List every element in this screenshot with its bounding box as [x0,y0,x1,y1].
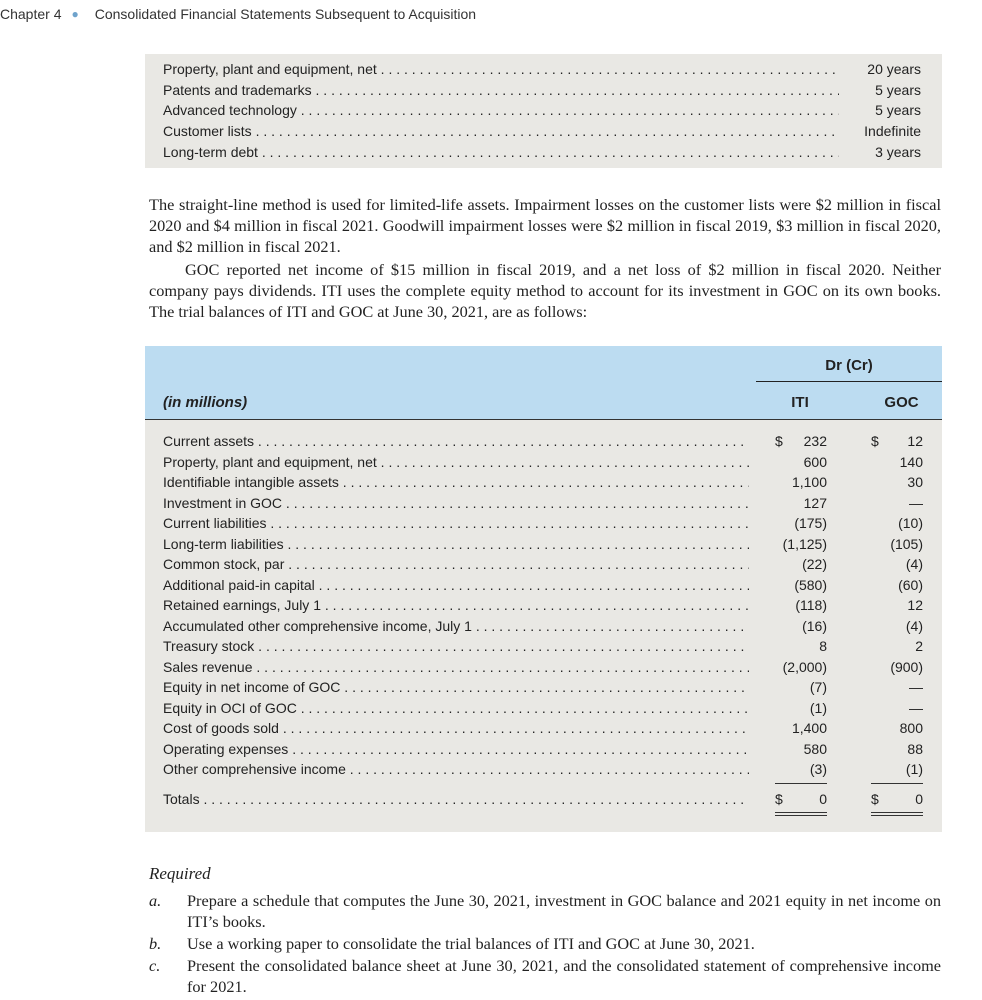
row-label: Retained earnings, July 1 . . . [163,595,749,615]
table-row [163,739,942,759]
cell-goc-value: (4) [905,617,923,634]
row-label: Sales revenue . . . [163,657,749,677]
table-row [163,493,942,513]
totals-row [163,789,942,809]
cell-goc-value: (10) [898,515,923,531]
useful-life-value: 20 years [867,61,921,77]
trial-balance-table [145,346,942,832]
cell-goc-value: 2 [915,638,923,654]
useful-life-value: Indefinite [864,123,921,139]
cell-iti-value: (118) [795,597,827,613]
useful-life-label: Advanced technology . . . [163,100,839,120]
cell-iti-value: 232 [803,433,827,449]
row-label: Treasury stock . . . [163,636,749,656]
paragraph-impairment: The straight-line method is used for limited-life assets. Impairment losses on the customer lists were $2 million in fiscal 2020 and $4 million in fiscal 2021. Goodwill impairment losses were $2 million in fiscal 2019, $3 million in fiscal 2020, and $2 million in fiscal 2021. [149,195,941,256]
bullet-icon: ● [71,7,79,21]
required-text: Present the consolidated balance sheet at June 30, 2021, and the consolidated statement of comprehensive income for 2021. [187,956,941,996]
row-label: Current liabilities . . . [163,513,749,533]
totals-goc-sign: $ [871,791,879,807]
required-heading: Required [149,864,211,883]
cell-goc-value: (4) [905,556,923,572]
total-double-rule-iti [775,812,827,816]
table-row [163,677,942,697]
required-text: Prepare a schedule that computes the June 30, 2021, investment in GOC balance and 2021 equity in net income on ITI’s books. [187,891,941,931]
cell-iti-value: (2,000) [782,658,827,675]
subtotal-rule-goc [871,783,923,784]
totals-iti-sign: $ [775,791,783,807]
cell-iti-value: (22) [802,556,827,572]
cell-goc-value: (1) [905,761,923,777]
dr-cr-header: Dr (Cr) [825,357,873,374]
required-letter: a. [149,891,162,910]
row-label: Other comprehensive income . . . [163,759,749,779]
cell-goc-value: 12 [907,597,923,613]
cell-iti-value: (1) [809,699,827,716]
row-label: Investment in GOC . . . [163,493,749,513]
totals-iti-value: 0 [819,791,827,807]
table-row [163,431,942,451]
table-row [163,718,942,738]
cell-iti-sign: $ [775,433,783,449]
unit-label: (in millions) [163,394,248,411]
row-label: Equity in net income of GOC . . . [163,677,749,697]
table-row [163,513,942,533]
cell-iti-value: 127 [803,494,827,511]
page-header [0,6,476,22]
cell-iti-value: (16) [802,617,827,634]
table-row [163,657,942,677]
cell-goc-sign: $ [871,433,879,449]
cell-goc-value: 140 [899,453,923,470]
cell-iti-value: 1,100 [791,474,827,490]
useful-life-label: Long-term debt . . . [163,142,839,162]
header-rule [756,381,942,382]
useful-lives-table [145,54,942,168]
cell-goc-value: 800 [899,720,923,736]
cell-iti-value: (3) [809,761,827,777]
row-label: Cost of goods sold . . . [163,718,749,738]
cell-goc-value: — [909,679,923,695]
table-row [163,759,942,779]
table-header [145,346,942,420]
paragraph-net-income-text: GOC reported net income of $15 million in fiscal 2019, and a net loss of $2 million in fiscal 2020. Neither company pays dividends. ITI uses the complete equity method to account for its investment in GOC on its own books. The trial balances of ITI and GOC at June 30, 2021, are as follows: [149,260,941,321]
cell-iti-value: (175) [794,515,827,531]
cell-iti-value: 600 [803,453,827,470]
useful-life-row [163,121,921,141]
cell-iti-value: (1,125) [782,535,827,552]
row-label: Property, plant and equipment, net . . . [163,452,749,472]
cell-iti-value: 580 [803,740,827,757]
table-row [163,698,942,718]
table-row [163,595,942,615]
cell-goc-value: 88 [907,740,923,757]
cell-goc-value: (900) [890,658,923,675]
table-row [163,452,942,472]
required-letter: b. [149,934,162,953]
table-row [163,554,942,574]
row-label: Long-term liabilities . . . [163,534,749,554]
totals-label: Totals . . . [163,789,749,809]
table-row [163,534,942,554]
row-label: Operating expenses . . . [163,739,749,759]
cell-iti-value: 1,400 [791,720,827,736]
row-label: Current assets . . . [163,431,749,451]
cell-goc-value: — [909,699,923,716]
paragraph-net-income [149,259,941,322]
useful-life-row [163,59,921,79]
useful-life-value: 3 years [875,144,921,160]
row-label: Common stock, par . . . [163,554,749,574]
chapter-title: Consolidated Financial Statements Subsequent to Acquisition [94,6,477,22]
useful-life-value: 5 years [875,82,921,98]
cell-goc-value: 30 [907,474,923,490]
row-label: Additional paid-in capital . . . [163,575,749,595]
useful-life-label: Customer lists . . . [163,121,839,141]
useful-life-row [163,100,921,120]
cell-iti-value: 8 [819,638,827,654]
column-header-goc: GOC [884,394,919,411]
chapter-label: Chapter 4 [0,6,62,22]
useful-life-row [163,142,921,162]
column-header-iti: ITI [791,394,809,411]
subtotal-rule-iti [775,783,827,784]
required-text: Use a working paper to consolidate the trial balances of ITI and GOC at June 30, 2021. [187,934,755,953]
cell-goc-value: (105) [890,535,923,552]
useful-life-label: Patents and trademarks . . . [163,80,839,100]
table-row [163,575,942,595]
table-row [163,616,942,636]
cell-iti-value: (7) [809,679,827,695]
useful-life-row [163,80,921,100]
row-label: Identifiable intangible assets . . . [163,472,749,492]
useful-life-value: 5 years [875,102,921,118]
totals-goc-value: 0 [915,791,923,807]
cell-goc-value: 12 [907,433,923,449]
header-bottom-rule [145,419,942,420]
cell-goc-value: (60) [898,576,923,593]
total-double-rule-goc [871,812,923,816]
required-letter: c. [149,956,161,975]
row-label: Accumulated other comprehensive income, July 1 . . . [163,616,749,636]
row-label: Equity in OCI of GOC . . . [163,698,749,718]
cell-goc-value: — [909,494,923,511]
table-row [163,636,942,656]
useful-life-label: Property, plant and equipment, net . . . [163,59,839,79]
cell-iti-value: (580) [794,576,827,593]
table-row [163,472,942,492]
